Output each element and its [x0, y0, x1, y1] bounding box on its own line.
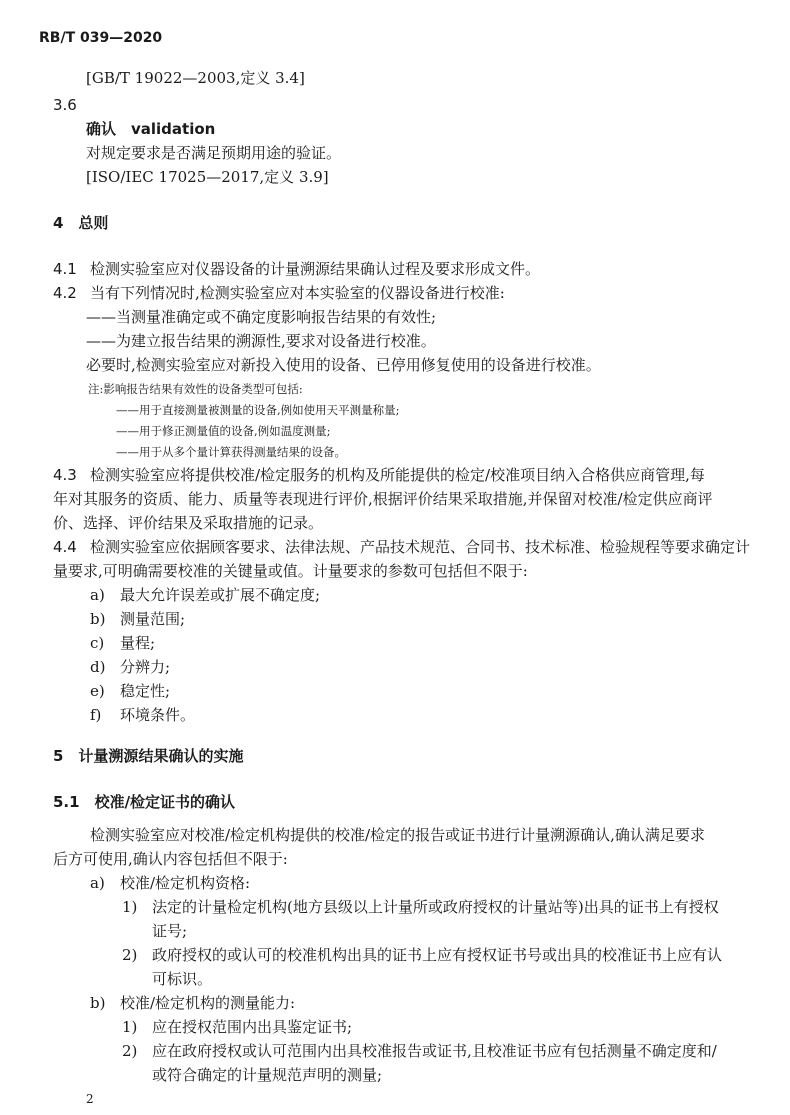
section-5-1-heading: 5.1 校准/检定证书的确认	[53, 793, 236, 811]
section-4-heading: 4 总则	[53, 214, 109, 232]
list-item-label: b)	[90, 610, 106, 628]
reference-3-9: [ISO/IEC 17025—2017,定义 3.9]	[86, 168, 329, 186]
section-5-1-intro-line: 检测实验室应对校准/检定机构提供的校准/检定的报告或证书进行计量溯源确认,确认满足要求	[90, 826, 705, 844]
clause-3-6-number: 3.6	[53, 96, 77, 114]
section-5-1-intro-line: 后方可使用,确认内容包括但不限于:	[53, 850, 288, 868]
note-item: ——用于从多个量计算获得测量结果的设备。	[116, 445, 346, 459]
list-item-label: a)	[90, 874, 105, 892]
sub-item-label: 2)	[122, 946, 138, 964]
sub-item-line: 证号;	[152, 922, 188, 940]
note-item: ——用于直接测量被测量的设备,例如使用天平测量称量;	[116, 403, 400, 417]
sub-item-line: 可标识。	[152, 970, 213, 988]
list-item-label: b)	[90, 994, 106, 1012]
term-validation: 确认 validation	[86, 120, 216, 138]
sub-item-label: 1)	[122, 1018, 138, 1036]
sub-item-label: 2)	[122, 1042, 138, 1060]
clause-4-4-line: 量要求,可明确需要校准的关键量或值。计量要求的参数可包括但不限于:	[53, 562, 528, 580]
list-item: 量程;	[120, 634, 156, 652]
clause-4-4-line: 检测实验室应依据顾客要求、法律法规、产品技术规范、合同书、技术标准、检验规程等要求确定计	[90, 538, 751, 556]
sub-item-line: 或符合确定的计量规范声明的测量;	[152, 1066, 383, 1084]
section-5-heading: 5 计量溯源结果确认的实施	[53, 747, 244, 765]
clause-4-2-text: 当有下列情况时,检测实验室应对本实验室的仪器设备进行校准:	[90, 284, 505, 302]
page-number: 2	[86, 1092, 94, 1106]
list-item: 校准/检定机构资格:	[120, 874, 251, 892]
list-item: 最大允许误差或扩展不确定度;	[120, 586, 321, 604]
clause-4-3-line: 价、选择、评价结果及采取措施的记录。	[53, 514, 324, 532]
list-item-label: d)	[90, 658, 106, 676]
sub-item-line: 政府授权的或认可的校准机构出具的证书上应有授权证书号或出具的校准证书上应有认	[152, 946, 723, 964]
list-item-label: f)	[90, 706, 102, 724]
list-item: 校准/检定机构的测量能力:	[120, 994, 296, 1012]
sub-item-label: 1)	[122, 898, 138, 916]
clause-4-3-line: 年对其服务的资质、能力、质量等表现进行评价,根据评价结果采取措施,并保留对校准/检定供应商评	[53, 490, 713, 508]
list-item-label: a)	[90, 586, 105, 604]
clause-4-3-line: 检测实验室应将提供校准/检定服务的机构及所能提供的检定/校准项目纳入合格供应商管理,每	[90, 466, 705, 484]
standard-code-header: RB/T 039—2020	[39, 30, 163, 46]
note-item: ——用于修正测量值的设备,例如温度测量;	[116, 424, 331, 438]
note-heading: 注:影响报告结果有效性的设备类型可包括:	[88, 382, 303, 396]
reference-3-4: [GB/T 19022—2003,定义 3.4]	[86, 69, 305, 87]
list-item: ——为建立报告结果的溯源性,要求对设备进行校准。	[86, 332, 436, 350]
list-item-label: c)	[90, 634, 105, 652]
clause-4-2-number: 4.2	[53, 284, 77, 302]
clause-4-4-number: 4.4	[53, 538, 77, 556]
clause-4-1-text: 检测实验室应对仪器设备的计量溯源结果确认过程及要求形成文件。	[90, 260, 541, 278]
list-item: 分辨力;	[120, 658, 171, 676]
clause-4-3-number: 4.3	[53, 466, 77, 484]
clause-4-2-followup: 必要时,检测实验室应对新投入使用的设备、已停用修复使用的设备进行校准。	[86, 356, 601, 374]
clause-4-1-number: 4.1	[53, 260, 77, 278]
sub-item-line: 法定的计量检定机构(地方县级以上计量所或政府授权的计量站等)出具的证书上有授权	[152, 898, 719, 916]
term-definition: 对规定要求是否满足预期用途的验证。	[86, 144, 342, 162]
sub-item-line: 应在授权范围内出具鉴定证书;	[152, 1018, 353, 1036]
list-item: 稳定性;	[120, 682, 171, 700]
list-item: ——当测量准确定或不确定度影响报告结果的有效性;	[86, 308, 437, 326]
list-item-label: e)	[90, 682, 105, 700]
list-item: 测量范围;	[120, 610, 186, 628]
sub-item-line: 应在政府授权或认可范围内出具校准报告或证书,且校准证书应有包括测量不确定度和/	[152, 1042, 717, 1060]
list-item: 环境条件。	[120, 706, 196, 724]
